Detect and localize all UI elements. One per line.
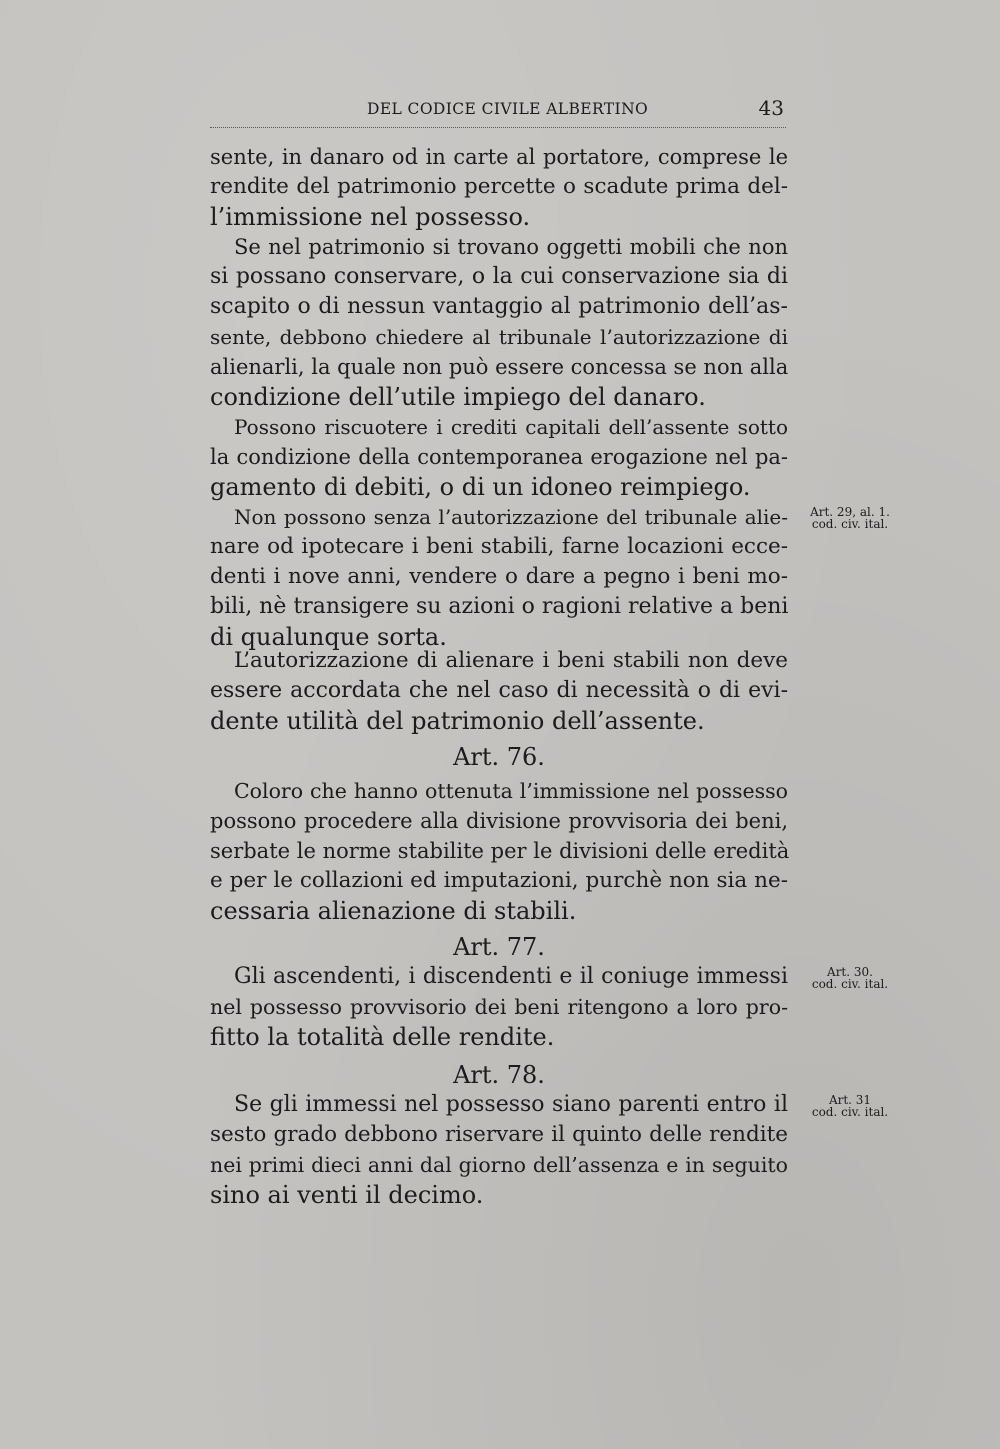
text-line: possono procedere alla divisione provvisoria dei beni, (210, 809, 788, 833)
text-line: nare od ipotecare i beni stabili, farne locazioni ecce- (210, 534, 788, 559)
text-line: scapito o di nessun vantaggio al patrimonio dell’as- (210, 294, 788, 319)
margin-note (800, 966, 900, 990)
text-line: L’autorizzazione di alienare i beni stabili non deve (234, 648, 788, 673)
running-head (210, 96, 790, 130)
article-heading: Art. 78. (453, 1061, 545, 1089)
text-line: bili, nè transigere su azioni o ragioni relative a beni (210, 594, 789, 619)
text-line: Gli ascendenti, i discendenti e il coniuge immessi (234, 964, 788, 989)
text-line: l’immissione nel possesso. (210, 203, 531, 231)
text-line: Se nel patrimonio si trovano oggetti mobili che non (234, 235, 788, 259)
text-line: essere accordata che nel caso di necessità o di evi- (210, 678, 788, 703)
article-heading: Art. 77. (453, 933, 545, 961)
text-line: sesto grado debbono riservare il quinto delle rendite (210, 1122, 788, 1147)
text-line: Non possono senza l’autorizzazione del tribunale alie- (234, 505, 788, 529)
text-line: gamento di debiti, o di un idoneo reimpiego. (210, 473, 751, 501)
text-line: alienarli, la quale non può essere concessa se non alla (210, 355, 789, 379)
text-line: fitto la totalità delle rendite. (210, 1023, 555, 1051)
running-title: DEL CODICE CIVILE ALBERTINO (367, 100, 649, 118)
text-line: nei primi dieci anni dal giorno dell’assenza e in seguito (210, 1153, 788, 1177)
text-line: sente, debbono chiedere al tribunale l’autorizzazione di (210, 325, 788, 349)
text-line: condizione dell’utile impiego del danaro. (210, 383, 706, 411)
text-line: Se gli immessi nel possesso siano parenti entro il (234, 1092, 788, 1117)
text-line: serbate le norme stabilite per le divisioni delle eredità (210, 839, 790, 863)
margin-note-article: Art. 31 (828, 1093, 872, 1107)
text-line: Coloro che hanno ottenuta l’immissione nel possesso (234, 779, 788, 803)
text-line: di qualunque sorta. (210, 623, 447, 651)
article-heading: Art. 76. (453, 743, 545, 771)
margin-note-article: Art. 29, al. 1. (810, 505, 890, 519)
text-line: dente utilità del patrimonio dell’assente. (210, 707, 705, 735)
text-line: denti i nove anni, vendere o dare a pegno i beni mo- (210, 564, 788, 589)
text-line: sente, in danaro od in carte al portatore, comprese le (210, 145, 788, 169)
text-line: si possano conservare, o la cui conservazione sia di (210, 264, 788, 289)
text-line: Possono riscuotere i crediti capitali dell’assente sotto (234, 415, 788, 439)
margin-note-code: cod. civ. ital. (811, 977, 889, 991)
margin-note-code: cod. civ. ital. (811, 1105, 889, 1119)
text-line: e per le collazioni ed imputazioni, purchè non sia ne- (210, 868, 788, 893)
text-line: cessaria alienazione di stabili. (210, 897, 577, 925)
margin-note (800, 506, 900, 530)
text-line: nel possesso provvisorio dei beni ritengono a loro pro- (210, 995, 788, 1019)
text-line: la condizione della contemporanea erogazione nel pa- (210, 445, 788, 469)
text-line: rendite del patrimonio percette o scadute prima del- (210, 174, 788, 199)
header-rule (210, 127, 786, 128)
margin-note (800, 1094, 900, 1118)
text-line: sino ai venti il decimo. (210, 1181, 484, 1209)
margin-note-code: cod. civ. ital. (811, 517, 889, 531)
page-number: 43 (758, 96, 784, 120)
margin-note-article: Art. 30. (827, 965, 873, 979)
